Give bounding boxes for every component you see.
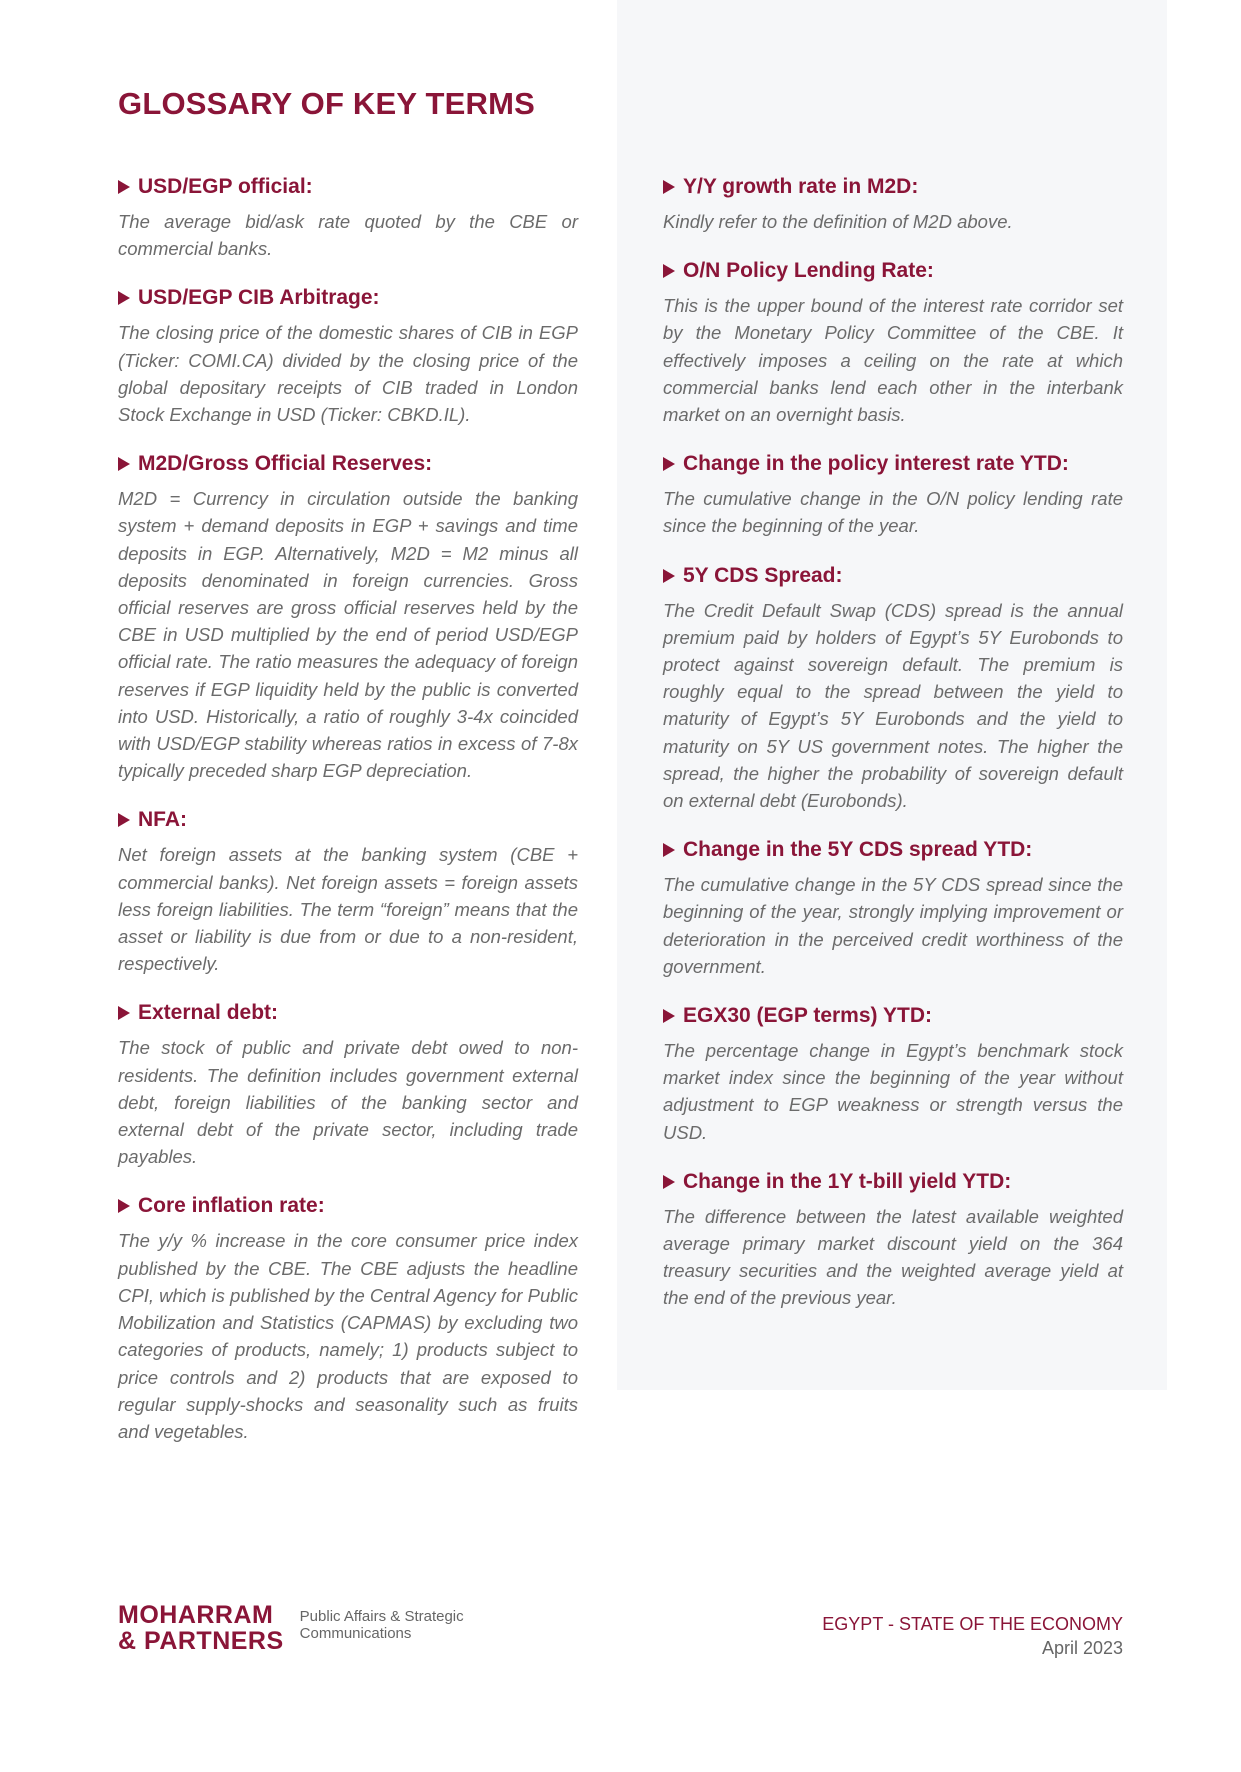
term-heading bbox=[118, 808, 578, 832]
triangle-bullet-icon bbox=[118, 1199, 130, 1213]
term-heading-text: USD/EGP official: bbox=[138, 175, 313, 198]
term-heading bbox=[118, 175, 578, 199]
logo-tagline bbox=[300, 1608, 464, 1642]
term-heading bbox=[663, 175, 1123, 199]
term-definition: Kindly refer to the definition of M2D above. bbox=[663, 211, 1013, 232]
term-heading bbox=[118, 286, 578, 310]
glossary-term bbox=[663, 1170, 1123, 1312]
triangle-bullet-icon bbox=[118, 180, 130, 194]
term-definition: The difference between the latest available weighted average primary market discount yield on the 364 treasury securities and the weighted average yield at the end of the previous year. bbox=[663, 1205, 1123, 1309]
term-definition: The cumulative change in the O/N policy lending rate since the beginning of the year. bbox=[663, 488, 1123, 537]
glossary-term bbox=[663, 1004, 1123, 1146]
term-definition: This is the upper bound of the interest rate corridor set by the Monetary Policy Committee of the CBE. It effectively imposes a ceiling on the rate at which commercial banks lend each other in the interbank market on an overnight basis. bbox=[663, 295, 1123, 426]
term-heading bbox=[118, 1194, 578, 1218]
glossary-term bbox=[118, 1194, 578, 1445]
glossary-term bbox=[118, 1001, 578, 1170]
triangle-bullet-icon bbox=[663, 180, 675, 194]
term-definition: The closing price of the domestic shares of CIB in EGP (Ticker: COMI.CA) divided by the closing price of the global depositary receipts of CIB traded in London Stock Exchange in USD (Ticker: CBKD.IL). bbox=[118, 322, 578, 426]
report-title: EGYPT - STATE OF THE ECONOMY bbox=[822, 1614, 1123, 1634]
term-heading-text: EGX30 (EGP terms) YTD: bbox=[683, 1004, 932, 1028]
term-definition: M2D = Currency in circulation outside the banking system + demand deposits in EGP + savings and time deposits in EGP. Alternatively, M2D = M2 minus all deposits denominated in foreign currencies. Gross official reserves are gross official reserves held by the CBE in USD multiplied by the end of period USD/EGP official rate. The ratio measures the adequacy of foreign reserves if EGP liquidity held by the public is converted into USD. Historically, a ratio of roughly 3-4x coincided with USD/EGP stability whereas ratios in excess of 7-8x typically preceded sharp EGP depreciation. bbox=[118, 488, 578, 782]
term-definition: The y/y % increase in the core consumer price index published by the CBE. The CBE adjusts the headline CPI, which is published by the Central Agency for Public Mobilization and Statistics (CAPMAS) by excluding two categories of products, namely; 1) products subject to price controls and 2) products that are exposed to regular supply-shocks and seasonality such as fruits and vegetables. bbox=[118, 1230, 578, 1442]
term-definition: The Credit Default Swap (CDS) spread is the annual premium paid by holders of Egypt’s 5Y Eurobonds to protect against sovereign default. The premium is roughly equal to the spread between the yield to maturity of Egypt’s 5Y Eurobonds and the yield to maturity on 5Y US government notes. The higher the spread, the higher the probability of sovereign default on external debt (Eurobonds). bbox=[663, 599, 1123, 812]
term-definition: The average bid/ask rate quoted by the CBE or commercial banks. bbox=[118, 211, 578, 260]
term-heading bbox=[663, 1170, 1123, 1194]
term-definition: The stock of public and private debt owed to non-residents. The definition includes government external debt, foreign liabilities of the banking sector and external debt of the private sector, including trade payables. bbox=[118, 1037, 578, 1168]
triangle-bullet-icon bbox=[118, 291, 130, 305]
term-heading bbox=[118, 452, 578, 476]
glossary-term bbox=[118, 452, 578, 784]
glossary-left-column bbox=[118, 175, 578, 1469]
term-heading-text: NFA: bbox=[138, 808, 187, 832]
logo-tagline-line-2: Communications bbox=[299, 1625, 412, 1642]
logo-line-1: MOHARRAM bbox=[118, 1601, 274, 1629]
term-heading-text: O/N Policy Lending Rate: bbox=[683, 259, 934, 283]
glossary-term bbox=[118, 175, 578, 262]
page-title: GLOSSARY OF KEY TERMS bbox=[118, 86, 536, 121]
glossary-term bbox=[118, 808, 578, 977]
triangle-bullet-icon bbox=[663, 569, 675, 583]
term-heading-text: Core inflation rate: bbox=[138, 1194, 325, 1218]
term-definition: The percentage change in Egypt’s benchmark stock market index since the beginning of the year without adjustment to EGP weakness or strength versus the USD. bbox=[663, 1040, 1123, 1143]
term-heading-text: 5Y CDS Spread: bbox=[683, 563, 843, 587]
term-heading-text: Change in the 1Y t-bill yield YTD: bbox=[683, 1169, 1012, 1193]
triangle-bullet-icon bbox=[118, 813, 130, 827]
glossary-term bbox=[118, 286, 578, 428]
glossary-term bbox=[663, 175, 1123, 235]
glossary-term bbox=[663, 452, 1123, 539]
term-heading-text: External debt: bbox=[138, 1001, 279, 1025]
term-heading-text: USD/EGP CIB Arbitrage: bbox=[138, 286, 380, 310]
logo-tagline-line-1: Public Affairs & Strategic bbox=[299, 1608, 464, 1625]
glossary-right-column bbox=[663, 175, 1123, 1336]
term-heading-text: M2D/Gross Official Reserves: bbox=[138, 452, 433, 476]
term-heading bbox=[118, 1001, 578, 1025]
term-heading-text: Y/Y growth rate in M2D: bbox=[683, 175, 919, 198]
term-heading bbox=[663, 1004, 1123, 1028]
term-heading bbox=[663, 259, 1123, 283]
glossary-term bbox=[663, 838, 1123, 980]
logo-wordmark bbox=[118, 1602, 284, 1654]
triangle-bullet-icon bbox=[663, 457, 675, 471]
term-definition: Net foreign assets at the banking system (CBE + commercial banks). Net foreign assets = foreign assets less foreign liabilities. The term “foreign” means that the asset or liability is due from or due to a non-resident, respectively. bbox=[118, 844, 578, 975]
company-logo bbox=[118, 1602, 464, 1654]
triangle-bullet-icon bbox=[118, 457, 130, 471]
report-info bbox=[822, 1612, 1123, 1660]
glossary-term bbox=[663, 564, 1123, 815]
triangle-bullet-icon bbox=[663, 1009, 675, 1023]
glossary-term bbox=[663, 259, 1123, 428]
triangle-bullet-icon bbox=[663, 1175, 675, 1189]
triangle-bullet-icon bbox=[118, 1006, 130, 1020]
term-heading bbox=[663, 452, 1123, 476]
term-heading-text: Change in the 5Y CDS spread YTD: bbox=[683, 838, 1033, 862]
logo-line-2: & PARTNERS bbox=[118, 1627, 284, 1655]
term-heading bbox=[663, 564, 1123, 588]
triangle-bullet-icon bbox=[663, 843, 675, 857]
term-heading-text: Change in the policy interest rate YTD: bbox=[683, 452, 1069, 476]
report-date: April 2023 bbox=[1041, 1638, 1123, 1658]
term-heading bbox=[663, 838, 1123, 862]
term-definition: The cumulative change in the 5Y CDS spread since the beginning of the year, strongly implying improvement or deterioration in the perceived credit worthiness of the government. bbox=[663, 874, 1123, 977]
triangle-bullet-icon bbox=[663, 264, 675, 278]
